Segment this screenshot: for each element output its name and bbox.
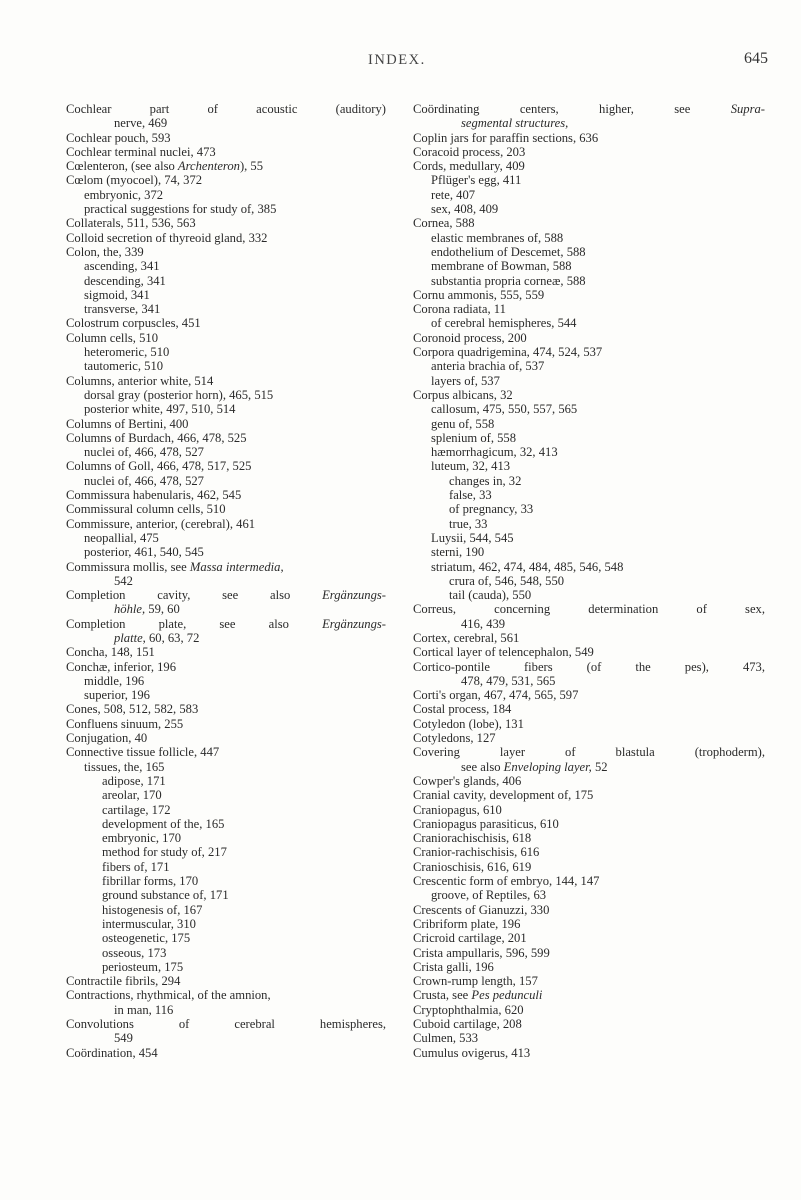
index-entry-text: Crusta, see (413, 988, 472, 1003)
index-entry (413, 845, 765, 859)
index-entry (66, 316, 386, 330)
index-entry-text: membrane of Bowman, 588 (431, 259, 572, 274)
index-entry (413, 259, 765, 273)
index-entry-text: substantia propria corneæ, 588 (431, 273, 586, 288)
index-column-left (66, 102, 386, 1060)
index-entry (413, 331, 765, 345)
index-entry-text: Craniopagus, 610 (413, 802, 502, 817)
index-entry (413, 116, 765, 130)
index-entry (66, 459, 386, 473)
index-entry-text: dorsal gray (posterior horn), 465, 515 (84, 387, 274, 402)
index-entry-text: Columns, anterior white, 514 (66, 373, 214, 388)
index-entry-text: Coördinating centers, higher, see (413, 102, 731, 116)
index-entry (413, 574, 765, 588)
index-entry (413, 860, 765, 874)
index-entry-text: Colloid secretion of thyreoid gland, 332 (66, 230, 268, 245)
index-entry (413, 302, 765, 316)
index-entry-text: luteum, 32, 413 (431, 459, 511, 474)
index-entry (66, 116, 386, 130)
index-entry-text: Commissural column cells, 510 (66, 502, 226, 517)
index-column-right (413, 102, 765, 1060)
index-entry-text: false, 33 (449, 488, 492, 503)
index-entry-text: Coronoid process, 200 (413, 330, 527, 345)
index-entry-text: Columns of Burdach, 466, 478, 525 (66, 430, 247, 445)
index-entry (66, 760, 386, 774)
index-entry-text: Crista galli, 196 (413, 959, 494, 974)
index-entry (413, 545, 765, 559)
index-entry-text: genu of, 558 (431, 416, 495, 431)
index-entry-text: Coördination, 454 (66, 1045, 158, 1060)
index-entry-text: Cricroid cartilage, 201 (413, 931, 527, 946)
index-entry-text: Crescentic form of embryo, 144, 147 (413, 874, 600, 889)
index-entry-italic: Archenteron (177, 159, 240, 174)
index-entry-text: method for study of, 217 (102, 845, 227, 860)
index-entry (66, 774, 386, 788)
index-entry-text: Cones, 508, 512, 582, 583 (66, 702, 199, 717)
index-entry-text: Cranioschisis, 616, 619 (413, 859, 532, 874)
index-entry-text: of pregnancy, 33 (449, 502, 534, 517)
index-entry (413, 274, 765, 288)
index-entry (413, 774, 765, 788)
index-entry-text: Column cells, 510 (66, 330, 158, 345)
index-entry-suffix: ), 55 (239, 159, 264, 174)
index-entry-text: sterni, 190 (431, 545, 485, 560)
index-entry-italic: Supra- (730, 102, 765, 116)
index-entry (413, 1046, 765, 1060)
index-entry (413, 817, 765, 831)
index-entry (413, 517, 765, 531)
index-entry (66, 374, 386, 388)
index-entry (413, 946, 765, 960)
index-entry-text: Completion cavity, see also (66, 588, 323, 603)
index-entry-italic: Ergänzungs- (322, 588, 386, 603)
index-entry-text: Commissure, anterior, (cerebral), 461 (66, 516, 256, 531)
index-entry-text: Colostrum corpuscles, 451 (66, 316, 201, 331)
index-entry (66, 431, 386, 445)
index-entry-text: changes in, 32 (449, 473, 522, 488)
index-entry-text: Cranial cavity, development of, 175 (413, 788, 594, 803)
index-entry-text: Cochlear pouch, 593 (66, 130, 171, 145)
index-entry-text: hæmorrhagicum, 32, 413 (431, 445, 558, 460)
index-entry (66, 860, 386, 874)
index-entry (66, 903, 386, 917)
index-entry-text: Correus, concerning determination of sex, (413, 602, 765, 617)
index-entry (413, 674, 765, 688)
index-entry-suffix: 60, 63, 72 (145, 630, 200, 645)
index-entry (413, 374, 765, 388)
index-entry-text: Conjugation, 40 (66, 731, 148, 746)
index-entry (413, 102, 765, 116)
index-entry-text: layers of, 537 (431, 373, 500, 388)
index-entry-text: Corpus albicans, 32 (413, 387, 513, 402)
index-entry-text: adipose, 171 (102, 773, 166, 788)
index-entry (413, 502, 765, 516)
index-entry-text: Commissura mollis, see (66, 559, 190, 574)
index-entry-text: callosum, 475, 550, 557, 565 (431, 402, 578, 417)
index-entry-text: areolar, 170 (102, 788, 162, 803)
index-entry (66, 445, 386, 459)
index-entry-text: Corti's organ, 467, 474, 565, 597 (413, 688, 579, 703)
index-entry (413, 159, 765, 173)
index-entry (66, 545, 386, 559)
index-entry-suffix: 52 (591, 759, 608, 774)
index-entry-text: posterior white, 497, 510, 514 (84, 402, 236, 417)
index-entry (413, 345, 765, 359)
index-entry-text: Concha, 148, 151 (66, 645, 155, 660)
index-entry-text: Colon, the, 339 (66, 244, 144, 259)
index-entry (413, 445, 765, 459)
index-entry-text: Contractile fibrils, 294 (66, 974, 181, 989)
index-entry-text: sigmoid, 341 (84, 287, 150, 302)
index-entry (413, 988, 765, 1002)
index-entry (413, 788, 765, 802)
index-entry-text: Cotyledon (lobe), 131 (413, 716, 524, 731)
index-entry-text: Cribriform plate, 196 (413, 916, 521, 931)
index-entry-text: Crista ampullaris, 596, 599 (413, 945, 550, 960)
index-entry (413, 245, 765, 259)
index-entry (413, 888, 765, 902)
index-entry-suffix: 59, 60 (145, 602, 180, 617)
index-entry (413, 960, 765, 974)
index-entry (66, 531, 386, 545)
index-entry (66, 888, 386, 902)
index-entry-text: Cortico-pontile fibers (of the pes), 473, (413, 659, 765, 674)
index-entry (413, 803, 765, 817)
index-entry (66, 274, 386, 288)
index-entry-text: Columns of Bertini, 400 (66, 416, 189, 431)
index-entry (413, 560, 765, 574)
index-entry (66, 960, 386, 974)
index-entry (66, 588, 386, 602)
index-entry (413, 1031, 765, 1045)
index-entry-italic: Massa intermedia, (189, 559, 284, 574)
index-entry-text: Cryptophthalmia, 620 (413, 1002, 524, 1017)
index-entry-text: osteogenetic, 175 (102, 931, 191, 946)
index-entry-text: Cranior-rachischisis, 616 (413, 845, 540, 860)
index-entry-text: true, 33 (449, 516, 488, 531)
index-entry (66, 517, 386, 531)
index-entry-text: Cortical layer of telencephalon, 549 (413, 645, 594, 660)
index-entry-text: superior, 196 (84, 688, 150, 703)
index-entry-text: Convolutions of cerebral hemispheres, (66, 1017, 386, 1031)
index-entry-text: of cerebral hemispheres, 544 (431, 316, 577, 331)
index-entry-text: Contractions, rhythmical, of the amnion, (66, 988, 271, 1003)
index-entry (413, 717, 765, 731)
index-entry-text: Coracoid process, 203 (413, 144, 526, 159)
index-entry-text: tautomeric, 510 (84, 359, 164, 374)
index-entry-text: Cowper's glands, 406 (413, 773, 522, 788)
index-entry (413, 874, 765, 888)
index-entry-text: Cuboid cartilage, 208 (413, 1017, 522, 1031)
index-entry-text: Covering layer of blastula (trophoderm), (413, 745, 765, 760)
index-entry (413, 588, 765, 602)
index-entry-text: Luysii, 544, 545 (431, 530, 514, 545)
index-entry (66, 202, 386, 216)
index-entry-text: groove, of Reptiles, 63 (431, 888, 547, 903)
index-entry (66, 231, 386, 245)
index-entry-text: tail (cauda), 550 (449, 588, 532, 603)
index-entry-text: 542 (114, 573, 133, 588)
index-entry (413, 131, 765, 145)
index-entry-text: Cords, medullary, 409 (413, 159, 525, 174)
index-entry-text: fibers of, 171 (102, 859, 170, 874)
index-entry (66, 688, 386, 702)
index-entry-text: nuclei of, 466, 478, 527 (84, 445, 204, 460)
index-entry (413, 474, 765, 488)
page-header (0, 52, 801, 76)
index-entry-text: 416, 439 (461, 616, 506, 631)
index-entry (66, 745, 386, 759)
index-entry-text: Corona radiata, 11 (413, 302, 506, 317)
running-title: INDEX. (368, 52, 426, 68)
index-entry-text: posterior, 461, 540, 545 (84, 545, 204, 560)
index-entry (413, 173, 765, 187)
index-entry-text: 478, 479, 531, 565 (461, 673, 556, 688)
index-entry-text: osseous, 173 (102, 945, 167, 960)
index-entry (66, 302, 386, 316)
index-entry-text: Craniorachischisis, 618 (413, 831, 532, 846)
index-entry (66, 159, 386, 173)
index-entry (66, 717, 386, 731)
index-entry (66, 831, 386, 845)
index-entry-text: Pflüger's egg, 411 (431, 173, 522, 188)
index-entry (66, 1017, 386, 1031)
index-entry (66, 645, 386, 659)
index-entry (66, 617, 386, 631)
index-entry-text: Cochlear terminal nuclei, 473 (66, 144, 216, 159)
index-entry (66, 245, 386, 259)
index-entry-text: Corpora quadrigemina, 474, 524, 537 (413, 345, 603, 360)
index-entry (413, 903, 765, 917)
index-entry (66, 1031, 386, 1045)
index-entry-italic: Enveloping layer, (503, 759, 592, 774)
index-entry (413, 602, 765, 616)
index-entry-text: nuclei of, 466, 478, 527 (84, 473, 204, 488)
index-entry (66, 173, 386, 187)
index-entry (413, 931, 765, 945)
index-entry (413, 488, 765, 502)
index-entry (66, 631, 386, 645)
index-entry-text: in man, 116 (114, 1002, 174, 1017)
index-entry (66, 988, 386, 1002)
index-entry (413, 316, 765, 330)
index-entry (413, 202, 765, 216)
index-entry (66, 917, 386, 931)
index-entry (66, 259, 386, 273)
index-entry (413, 645, 765, 659)
index-entry (66, 874, 386, 888)
index-entry (66, 731, 386, 745)
index-entry (66, 474, 386, 488)
index-entry-text: crura of, 546, 548, 550 (449, 573, 565, 588)
index-entry (66, 702, 386, 716)
index-entry-text: Completion plate, see also (66, 616, 323, 631)
index-entry-text: Conchæ, inferior, 196 (66, 659, 177, 674)
index-entry-italic: höhle, (114, 602, 146, 617)
index-entry (66, 674, 386, 688)
index-entry (413, 459, 765, 473)
index-entry (66, 803, 386, 817)
index-entry-text: rete, 407 (431, 187, 476, 202)
index-entry (413, 388, 765, 402)
index-entry-text: middle, 196 (84, 673, 145, 688)
index-entry (413, 402, 765, 416)
index-entry (66, 974, 386, 988)
index-entry (413, 216, 765, 230)
index-entry-text: transverse, 341 (84, 302, 161, 317)
index-entry-text: development of the, 165 (102, 816, 225, 831)
index-entry-text: Cornu ammonis, 555, 559 (413, 287, 545, 302)
index-entry (66, 102, 386, 116)
index-entry (66, 817, 386, 831)
index-entry (413, 1003, 765, 1017)
index-entry-text: Confluens sinuum, 255 (66, 716, 184, 731)
index-entry-text: intermuscular, 310 (102, 916, 196, 931)
index-entry-text: Crescents of Gianuzzi, 330 (413, 902, 550, 917)
index-entry-text: neopallial, 475 (84, 530, 159, 545)
index-entry (66, 502, 386, 516)
index-entry (66, 402, 386, 416)
index-entry-text: heteromeric, 510 (84, 345, 170, 360)
index-entry-text: Cumulus ovigerus, 413 (413, 1045, 531, 1060)
index-entry (66, 602, 386, 616)
index-entry (413, 631, 765, 645)
index-entry-text: Cotyledons, 127 (413, 731, 496, 746)
index-entry (413, 531, 765, 545)
index-entry-text: cartilage, 172 (102, 802, 171, 817)
index-entry (66, 574, 386, 588)
index-entry (413, 831, 765, 845)
index-entry-italic: Pes pedunculi (471, 988, 543, 1003)
index-entry (413, 617, 765, 631)
index-entry-text: endothelium of Descemet, 588 (431, 244, 586, 259)
index-entry-text: Craniopagus parasiticus, 610 (413, 816, 559, 831)
index-entry-text: splenium of, 558 (431, 430, 517, 445)
index-entry (66, 288, 386, 302)
index-entry-text: Cœlom (myocoel), 74, 372 (66, 173, 203, 188)
index-entry-text: 549 (114, 1031, 133, 1046)
index-entry (413, 145, 765, 159)
index-entry (413, 917, 765, 931)
index-entry-text: nerve, 469 (114, 116, 168, 131)
index-entry (66, 331, 386, 345)
index-entry (413, 1017, 765, 1031)
index-entry (66, 345, 386, 359)
index-entry-text: Columns of Goll, 466, 478, 517, 525 (66, 459, 252, 474)
index-entry-text: ground substance of, 171 (102, 888, 229, 903)
index-entry-text: Commissura habenularis, 462, 545 (66, 488, 242, 503)
index-entry (413, 731, 765, 745)
index-entry (66, 660, 386, 674)
index-entry-text: Cœlenteron, (see also (66, 159, 178, 174)
index-entry-text: practical suggestions for study of, 385 (84, 202, 277, 217)
index-entry (66, 359, 386, 373)
index-entry (413, 231, 765, 245)
index-entry (66, 388, 386, 402)
index-entry-text: Cornea, 588 (413, 216, 475, 231)
index-entry (66, 145, 386, 159)
index-entry-text: Cortex, cerebral, 561 (413, 630, 520, 645)
index-entry (413, 431, 765, 445)
index-entry-text: Culmen, 533 (413, 1031, 479, 1046)
index-entry (66, 417, 386, 431)
index-entry-text: embryonic, 170 (102, 831, 182, 846)
index-entry (66, 131, 386, 145)
index-entry (413, 359, 765, 373)
index-entry-text: Cochlear part of acoustic (auditory) (66, 102, 386, 116)
index-entry (66, 931, 386, 945)
index-entry-text: embryonic, 372 (84, 187, 164, 202)
index-entry-text: striatum, 462, 474, 484, 485, 546, 548 (431, 559, 624, 574)
index-entry (413, 417, 765, 431)
index-entry (66, 788, 386, 802)
index-entry (66, 845, 386, 859)
index-entry-text: Collaterals, 511, 536, 563 (66, 216, 196, 231)
page-number: 645 (744, 50, 768, 67)
index-entry (413, 288, 765, 302)
index-entry (413, 745, 765, 759)
index-entry-italic: segmental structures, (461, 116, 569, 131)
index-entry (66, 188, 386, 202)
index-entry (66, 946, 386, 960)
index-entry-text: sex, 408, 409 (431, 202, 499, 217)
index-entry-text: anteria brachia of, 537 (431, 359, 545, 374)
index-entry-text: elastic membranes of, 588 (431, 230, 564, 245)
index-entry (413, 974, 765, 988)
index-entry-text: Crown-rump length, 157 (413, 974, 538, 989)
index-entry-text: tissues, the, 165 (84, 759, 165, 774)
index-entry (413, 760, 765, 774)
index-entry-text: Connective tissue follicle, 447 (66, 745, 220, 760)
index-entry-italic: Ergänzungs- (322, 616, 386, 631)
index-entry-text: descending, 341 (84, 273, 166, 288)
index-entry (66, 1046, 386, 1060)
index-entry-text: periosteum, 175 (102, 959, 184, 974)
index-entry-text: Coplin jars for paraffin sections, 636 (413, 130, 599, 145)
index-entry-text: ascending, 341 (84, 259, 160, 274)
index-entry-text: see also (461, 759, 504, 774)
index-entry-text: Costal process, 184 (413, 702, 512, 717)
index-entry (66, 216, 386, 230)
index-entry (66, 560, 386, 574)
index-entry-italic: platte, (114, 630, 146, 645)
index-entry (66, 1003, 386, 1017)
index-entry (413, 702, 765, 716)
index-entry-text: histogenesis of, 167 (102, 902, 203, 917)
index-entry (413, 660, 765, 674)
index-entry (66, 488, 386, 502)
index-entry (413, 188, 765, 202)
index-entry (413, 688, 765, 702)
index-entry-text: fibrillar forms, 170 (102, 874, 199, 889)
